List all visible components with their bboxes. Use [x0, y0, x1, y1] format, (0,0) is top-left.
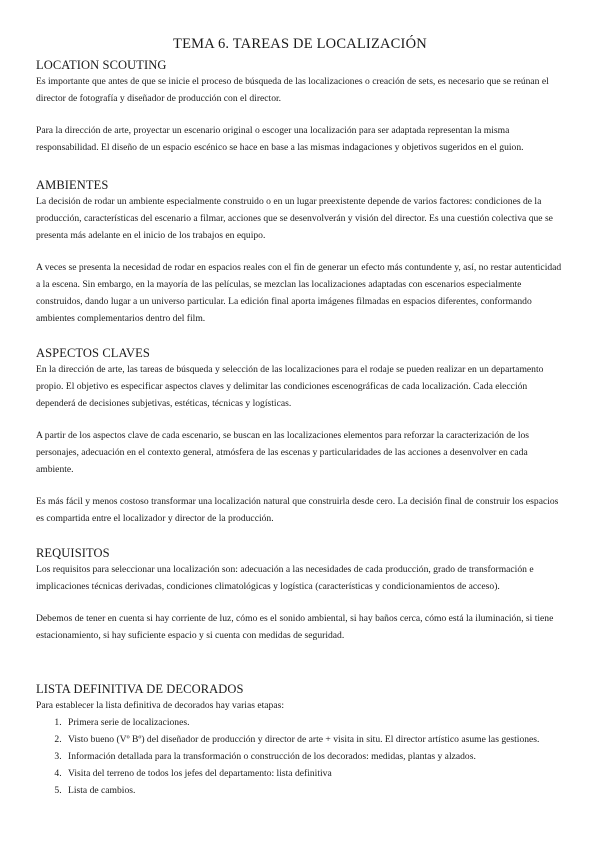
section-location-scouting [36, 57, 564, 156]
list-item: 5. Lista de cambios. [64, 782, 564, 799]
paragraph: A veces se presenta la necesidad de rodar en espacios reales con el fin de generar un efecto más contundente y, así, no restar autenticidad a la escena. Sin embargo, en la mayoría de las películas, se mezclan las localizaciones adaptadas con escenarios especialmente construidos, dando lugar a un universo particular. La edición final aporta imágenes filmadas en espacios diferentes, conformando ambientes complementarios dentro del film. [36, 262, 562, 324]
paragraph: Los requisitos para seleccionar una localización son: adecuación a las necesidades de cada producción, grado de transformación e implicaciones técnicas derivadas, condiciones climatológicas y logística (características y condicionamientos de acceso). [36, 564, 534, 592]
section-heading: AMBIENTES [36, 178, 109, 192]
list-item: 4. Visita del terreno de todos los jefes del departamento: lista definitiva [64, 765, 564, 782]
paragraph: A partir de los aspectos clave de cada escenario, se buscan en las localizaciones elementos para reforzar la caracterización de los personajes, adecuación en el contexto general, atmósfera de las escenas y particularidades de las acciones a desenvolver en cada ambiente. [36, 430, 530, 475]
section-heading: ASPECTOS CLAVES [36, 346, 150, 360]
list-intro: Para establecer la lista definitiva de decorados hay varias etapas: [36, 700, 284, 711]
paragraph: En la dirección de arte, las tareas de búsqueda y selección de las localizaciones para el rodaje se pueden realizar en un departamento propio. El objetivo es especificar aspectos claves y delimitar las condiciones escenográficas de cada localización. Cada elección dependerá de decisiones subjetivas, estéticas, técnicas y logísticas. [36, 364, 544, 409]
section-heading: LOCATION SCOUTING [36, 58, 167, 72]
stages-list [36, 714, 564, 799]
section-lista-definitiva [36, 681, 564, 799]
section-heading: LISTA DEFINITIVA DE DECORADOS [36, 682, 244, 696]
paragraph: Para la dirección de arte, proyectar un escenario original o escoger una localización para ser adaptada representan la misma responsabilidad. El diseño de un espacio escénico se hace en base a las mismas indagaciones y objetivos sugeridos en el guion. [36, 125, 524, 153]
section-heading: REQUISITOS [36, 546, 110, 560]
section-requisitos [36, 545, 564, 644]
paragraph: Debemos de tener en cuenta si hay corriente de luz, cómo es el sonido ambiental, si hay baños cerca, cómo está la iluminación, si tiene estacionamiento, si hay suficiente espacio y si cuenta con medidas de seguridad. [36, 613, 554, 641]
page-title: TEMA 6. TAREAS DE LOCALIZACIÓN [173, 36, 427, 52]
list-item: 2. Visto bueno (Vº Bº) del diseñador de producción y director de arte + visita in situ. El director artístico asume las gestiones. [64, 731, 564, 748]
list-item: 1. Primera serie de localizaciones. [64, 714, 564, 731]
paragraph: Es más fácil y menos costoso transformar una localización natural que construirla desde cero. La decisión final de construir los espacios es compartida entre el localizador y director de la producción. [36, 496, 559, 524]
list-item: 3. Información detallada para la transformación o construcción de los decorados: medidas, plantas y alzados. [64, 748, 564, 765]
section-aspectos-claves [36, 345, 564, 527]
paragraph: La decisión de rodar un ambiente especialmente construido o en un lugar preexistente depende de varios factores: condiciones de la producción, características del escenario a filmar, acciones que se desenvolverán y visión del director. Es una cuestión colectiva que se presenta más adelante en el inicio de los trabajos en equipo. [36, 196, 553, 241]
paragraph: Es importante que antes de que se inicie el proceso de búsqueda de las localizaciones o creación de sets, es necesario que se reúnan el director de fotografía y diseñador de producción con el director. [36, 76, 549, 104]
section-ambientes [36, 177, 564, 327]
